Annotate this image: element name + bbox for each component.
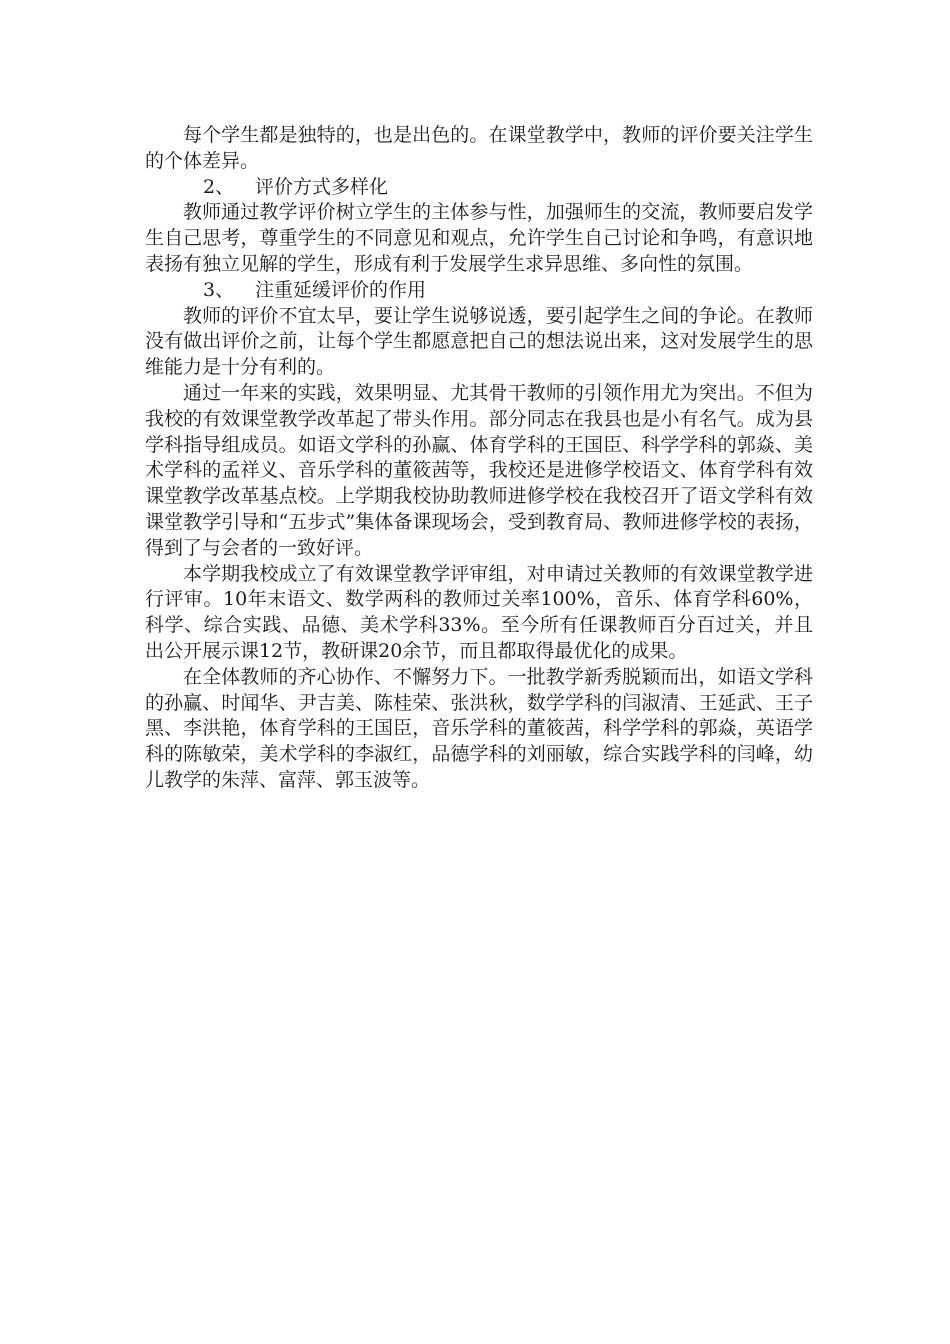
- section-number: 2、: [203, 175, 235, 198]
- paragraph-diverse-evaluation: 教师通过教学评价树立学生的主体参与性，加强师生的交流，教师要启发学生自己思考，尊重学生的不同意见和观点，允许学生自己讨论和争鸣，有意识地表扬有独立见解的学生，形成有利于发展学生求异思维、多向性的氛围。: [145, 201, 813, 275]
- document-body: [145, 123, 813, 794]
- paragraph-delayed-evaluation: 教师的评价不宜太早，要让学生说够说透，要引起学生之间的争论。在教师没有做出评价之前，让每个学生都愿意把自己的想法说出来，这对发展学生的思维能力是十分有利的。: [145, 304, 813, 379]
- section-heading-3: [145, 278, 813, 304]
- section-number: 3、: [203, 278, 235, 301]
- paragraph-new-talents: 在全体教师的齐心协作、不懈努力下。一批教学新秀脱颖而出，如语文学科的孙赢、时闻华、尹吉美、陈桂荣、张洪秋，数学学科的闫淑清、王延武、王子黑、李洪艳，体育学科的王国臣，音乐学科的董筱茜，科学学科的郭焱，英语学科的陈敏荣，美术学科的李淑红，品德学科的刘丽敏，综合实践学科的闫峰，幼儿教学的朱萍、富萍、郭玉波等。: [145, 665, 813, 791]
- paragraph-practice-results: 通过一年来的实践，效果明显、尤其骨干教师的引领作用尤为突出。不但为我校的有效课堂教学改革起了带头作用。部分同志在我县也是小有名气。成为县学科指导组成员。如语文学科的孙赢、体育学科的王国臣、科学学科的郭焱、美术学科的孟祥义、音乐学科的董筱茜等，我校还是进修学校语文、体育学科有效课堂教学改革基点校。上学期我校协助教师进修学校在我校召开了语文学科有效课堂教学引导和“五步式”集体备课现场会，受到教育局、教师进修学校的表扬，得到了与会者的一致好评。: [145, 381, 813, 559]
- section-title: 评价方式多样化: [255, 175, 389, 198]
- section-title: 注重延缓评价的作用: [255, 278, 427, 301]
- section-heading-2: [145, 175, 813, 201]
- paragraph-review-team: 本学期我校成立了有效课堂教学评审组，对申请过关教师的有效课堂教学进行评审。10年末语文、数学两科的教师过关率100%，音乐、体育学科60%，科学、综合实践、品德、美术学科33%。至今所有任课教师百分百过关，并且出公开展示课12节，教研课20余节，而且都取得最优化的成果。: [145, 562, 813, 662]
- paragraph-individual-differences: 每个学生都是独特的，也是出色的。在课堂教学中，教师的评价要关注学生的个体差异。: [145, 124, 813, 172]
